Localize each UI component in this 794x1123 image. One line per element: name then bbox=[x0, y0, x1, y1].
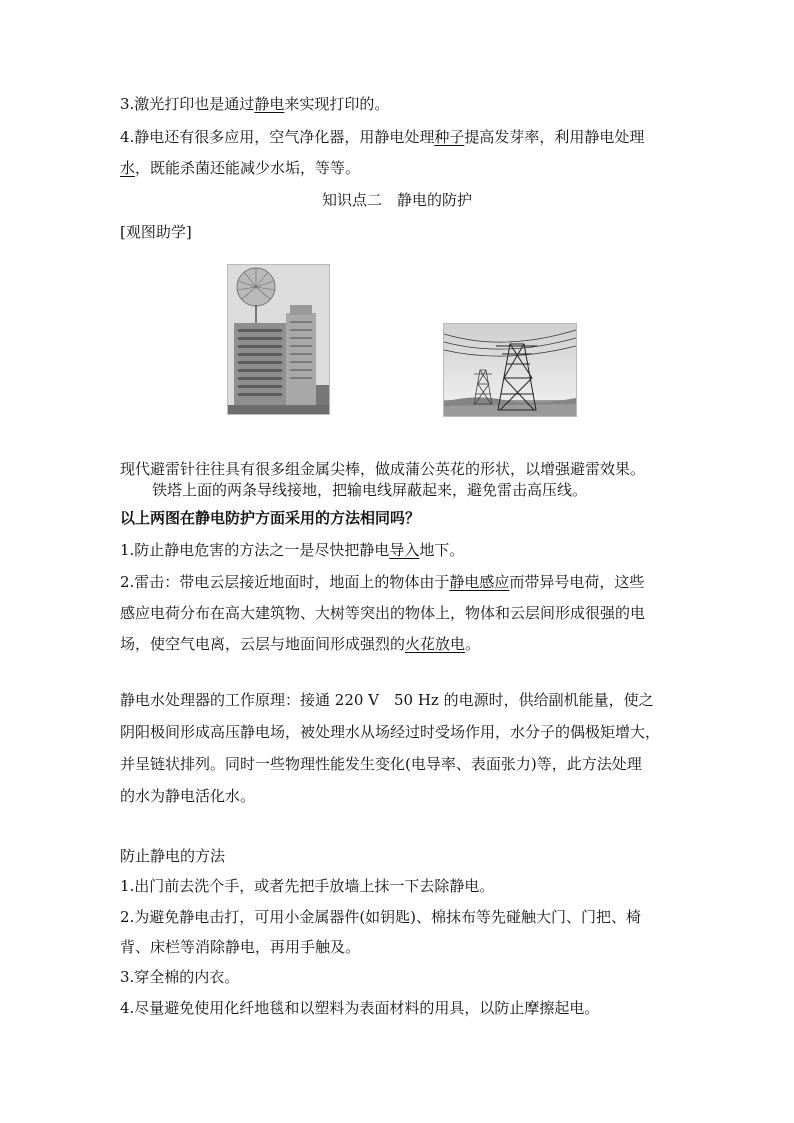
text: 提高发芽率，利用静电处理 bbox=[464, 128, 645, 146]
text: ，既能杀菌还能减少水垢，等等。 bbox=[135, 159, 361, 177]
prevent-item-1: 1.出门前去洗个手，或者先把手放墙上抹一下去除静电。 bbox=[120, 877, 495, 895]
prevent-item-2-line-2: 背、床栏等消除静电，再用手触及。 bbox=[120, 938, 361, 956]
item-4-line-2 bbox=[120, 158, 360, 178]
answer-2-line-2: 感应电荷分布在高大建筑物、大树等突出的物体上，物体和云层间形成很强的电 bbox=[120, 604, 646, 622]
prevent-title: 防止静电的方法 bbox=[120, 847, 226, 865]
water-line-3: 并呈链状排列。同时一些物理性能发生变化(电导率、表面张力)等，此方法处理 bbox=[120, 755, 642, 773]
text: 3.激光打印也是通过 bbox=[120, 95, 255, 113]
underlined-answer: 导入 bbox=[389, 541, 420, 559]
caption-line-1: 现代避雷针往往具有很多组金属尖棒，做成蒲公英花的形状，以增强避雷效果。 bbox=[120, 460, 646, 478]
underlined-answer: 火花放电 bbox=[405, 635, 466, 653]
underlined-answer: 种子 bbox=[434, 128, 465, 146]
water-line-4: 的水为静电活化水。 bbox=[120, 787, 256, 805]
text: 。 bbox=[465, 635, 481, 653]
underlined-answer: 静电 bbox=[254, 95, 285, 113]
text: 地下。 bbox=[419, 541, 465, 559]
lightning-rod-building-drawing bbox=[228, 265, 329, 414]
answer-1 bbox=[120, 540, 464, 560]
item-4-line-1 bbox=[120, 127, 644, 147]
question: 以上两图在静电防护方面采用的方法相同吗？ bbox=[120, 509, 421, 527]
prevent-item-2-line-1: 2.为避免静电击打，可用小金属器件(如钥匙)、棉抹布等先碰触大门、门把、椅 bbox=[120, 908, 642, 926]
answer-2-line-1 bbox=[120, 572, 644, 592]
text: 1.防止静电危害的方法之一是尽快把静电 bbox=[120, 541, 390, 559]
text: 而带异号电荷，这些 bbox=[509, 573, 645, 591]
underlined-answer: 水 bbox=[120, 159, 136, 177]
text: 场，使空气电离，云层与地面间形成强烈的 bbox=[120, 635, 406, 653]
lightning-rod-building-image bbox=[227, 264, 330, 415]
prevent-item-4: 4.尽量避免使用化纤地毯和以塑料为表面材料的用具，以防止摩擦起电。 bbox=[120, 999, 600, 1017]
answer-2-line-3 bbox=[120, 634, 480, 654]
item-3-laser-printing bbox=[120, 94, 389, 114]
prevent-item-3: 3.穿全棉的内衣。 bbox=[120, 968, 240, 986]
section-heading: 知识点二 静电的防护 bbox=[321, 191, 472, 209]
water-line-1: 静电水处理器的工作原理：接通 220 V 50 Hz 的电源时，供给副机能量，使之 bbox=[120, 691, 654, 709]
guide-label: [观图助学] bbox=[120, 223, 192, 241]
caption-line-2: 铁塔上面的两条导线接地，把输电线屏蔽起来，避免雷击高压线。 bbox=[152, 481, 588, 499]
transmission-tower-drawing bbox=[444, 324, 576, 416]
underlined-answer: 静电感应 bbox=[449, 573, 510, 591]
text: 来实现打印的。 bbox=[284, 95, 390, 113]
text: 4.静电还有很多应用，空气净化器，用静电处理 bbox=[120, 128, 435, 146]
water-line-2: 阴阳极间形成高压静电场，被处理水从场经过时受场作用，水分子的偶极矩增大， bbox=[120, 723, 661, 741]
transmission-tower-image bbox=[443, 323, 577, 417]
text: 2.雷击：带电云层接近地面时，地面上的物体由于 bbox=[120, 573, 450, 591]
